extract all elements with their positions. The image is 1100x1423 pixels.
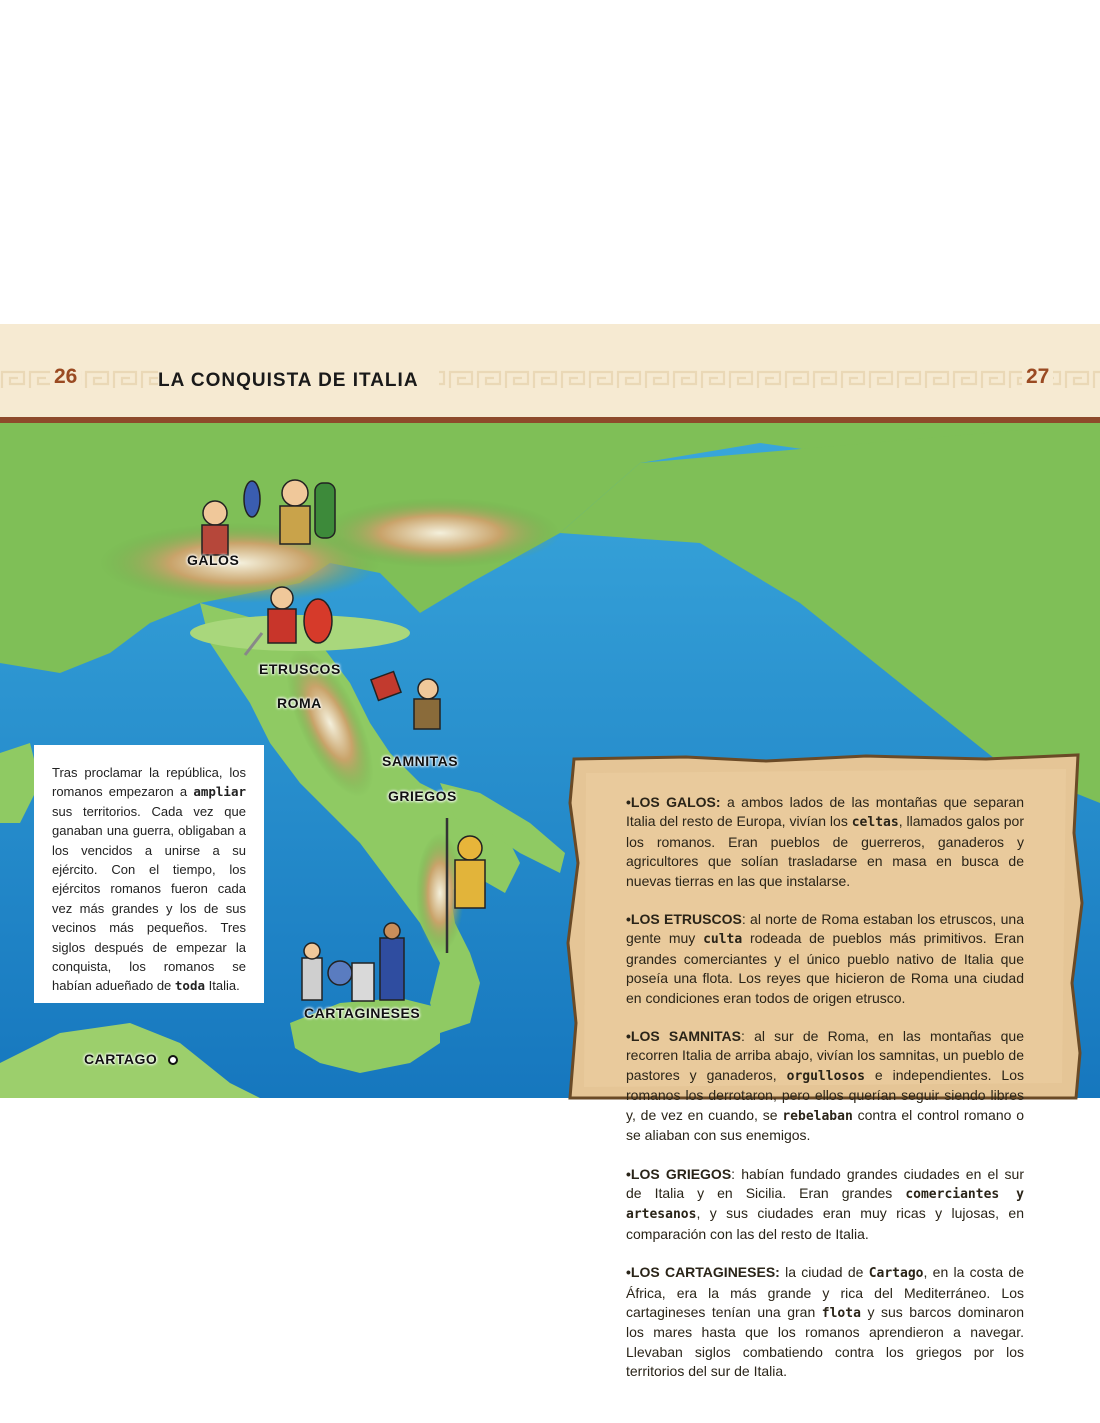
samnitas-text-1: : al sur de Roma, en las montañas que recorren Italia de arriba abajo, vivían los samnitas, un pueblo de pastores y ganaderos, bbox=[626, 1028, 1024, 1083]
lead-galos: •LOS GALOS: bbox=[626, 794, 721, 810]
paragraph-samnitas bbox=[626, 1027, 1024, 1145]
lead-samnitas: •LOS SAMNITAS bbox=[626, 1028, 741, 1045]
griegos-text-1: : habían fundado grandes ciudades en el sur de Italia y en Sicilia. Eran grandes bbox=[626, 1165, 1024, 1201]
paragraph-cartagineses bbox=[626, 1263, 1024, 1381]
samnitas-text-2: e independientes. Los romanos los derrotaron, pero ellos querían seguir siendo libres y, de vez en cuando, se bbox=[626, 1066, 1024, 1123]
map-label-galos: GALOS bbox=[187, 552, 240, 568]
samnitas-bold-1: orgullosos bbox=[786, 1068, 865, 1084]
lead-griegos: •LOS GRIEGOS bbox=[626, 1165, 732, 1182]
cartagineses-text-3: y sus barcos dominaron los mares hasta que los romanos aprendieron a navegar. Llevaban siglos combatiendo contra los griegos por los territorios del sur de Italia. bbox=[626, 1303, 1024, 1380]
page-title: LA CONQUISTA DE ITALIA bbox=[158, 370, 439, 392]
griegos-text-2: , y sus ciudades eran muy ricas y lujosas, en comparación con las del resto de Italia. bbox=[626, 1205, 1024, 1242]
page-header bbox=[0, 324, 1100, 417]
paragraph-griegos bbox=[626, 1165, 1024, 1245]
intro-paragraph bbox=[52, 763, 246, 996]
map-label-cartagineses: CARTAGINESES bbox=[304, 1005, 421, 1021]
intro-text-1: Tras proclamar la república, los romanos empezaron a bbox=[52, 765, 246, 800]
paragraph-galos bbox=[626, 793, 1024, 891]
intro-textbox bbox=[34, 745, 264, 1003]
samnitas-text-3: contra el control romano o se aliaban con sus enemigos. bbox=[626, 1106, 1025, 1144]
cartagineses-bold-1: Cartago bbox=[868, 1266, 924, 1282]
page-number-right: 27 bbox=[1022, 365, 1053, 389]
map-label-etruscos: ETRUSCOS bbox=[259, 661, 341, 677]
etruscos-text-2: rodeada de pueblos más primitivos. Eran grandes comerciantes y el único pueblo nativo de Italia que poseía una flota. Los reyes que hicieron de Roma una ciudad en condiciones eran todos de origen etrusco. bbox=[626, 930, 1025, 1006]
griegos-bold-1: comerciantes y artesanos bbox=[626, 1186, 1024, 1223]
po-valley bbox=[190, 615, 410, 651]
cartagineses-bold-2: flota bbox=[821, 1305, 861, 1321]
parchment-panel bbox=[566, 753, 1086, 1423]
lead-etruscos: •LOS ETRUSCOS bbox=[626, 911, 742, 928]
book-spread bbox=[0, 324, 1100, 1380]
galos-text-1: a ambos lados de las montañas que separan Italia del resto de Europa, vivían los bbox=[626, 794, 1025, 830]
intro-text-3: Italia. bbox=[205, 978, 240, 994]
intro-text-2: sus territorios. Cada vez que ganaban una guerra, obligaban a los vencidos a unirse a su ejército. Con el tiempo, los ejércitos romanos fueron cada vez más grandes y los de sus vecinos más pequeños. Tres siglos después de empezar la conquista, los romanos se habían adueñado de bbox=[52, 803, 246, 994]
lead-cartagineses: •LOS CARTAGINESES: bbox=[626, 1264, 780, 1281]
cartagineses-text-1: la ciudad de bbox=[779, 1264, 869, 1281]
galos-text-2: , llamados galos por los romanos. Eran pueblos de guerreros, ganaderos y agricultores que solían trasladarse en masa en busca de nuevas tierras en las que instalarse. bbox=[626, 813, 1024, 889]
etruscos-text-1: : al norte de Roma estaban los etruscos, una gente muy bbox=[626, 911, 1025, 947]
cartago-city-marker bbox=[168, 1055, 178, 1065]
galos-bold-1: celtas bbox=[851, 815, 899, 831]
intro-bold-1: ampliar bbox=[193, 784, 246, 800]
intro-bold-2: toda bbox=[174, 978, 206, 994]
paragraph-etruscos bbox=[626, 910, 1024, 1008]
cartagineses-text-2: , en la costa de África, era la más grande y rica del Mediterráneo. Los cartagineses tenían una gran bbox=[626, 1264, 1024, 1320]
map-label-cartago: CARTAGO bbox=[84, 1051, 158, 1067]
map-label-roma: ROMA bbox=[277, 695, 322, 711]
alps-east bbox=[320, 498, 560, 568]
map-label-griegos: GRIEGOS bbox=[388, 788, 457, 804]
peoples-text bbox=[626, 793, 1024, 1401]
samnitas-bold-2: rebelaban bbox=[782, 1108, 853, 1124]
page-number-left: 26 bbox=[50, 365, 81, 389]
map-label-samnitas: SAMNITAS bbox=[382, 753, 459, 769]
etruscos-bold-1: culta bbox=[703, 932, 743, 948]
